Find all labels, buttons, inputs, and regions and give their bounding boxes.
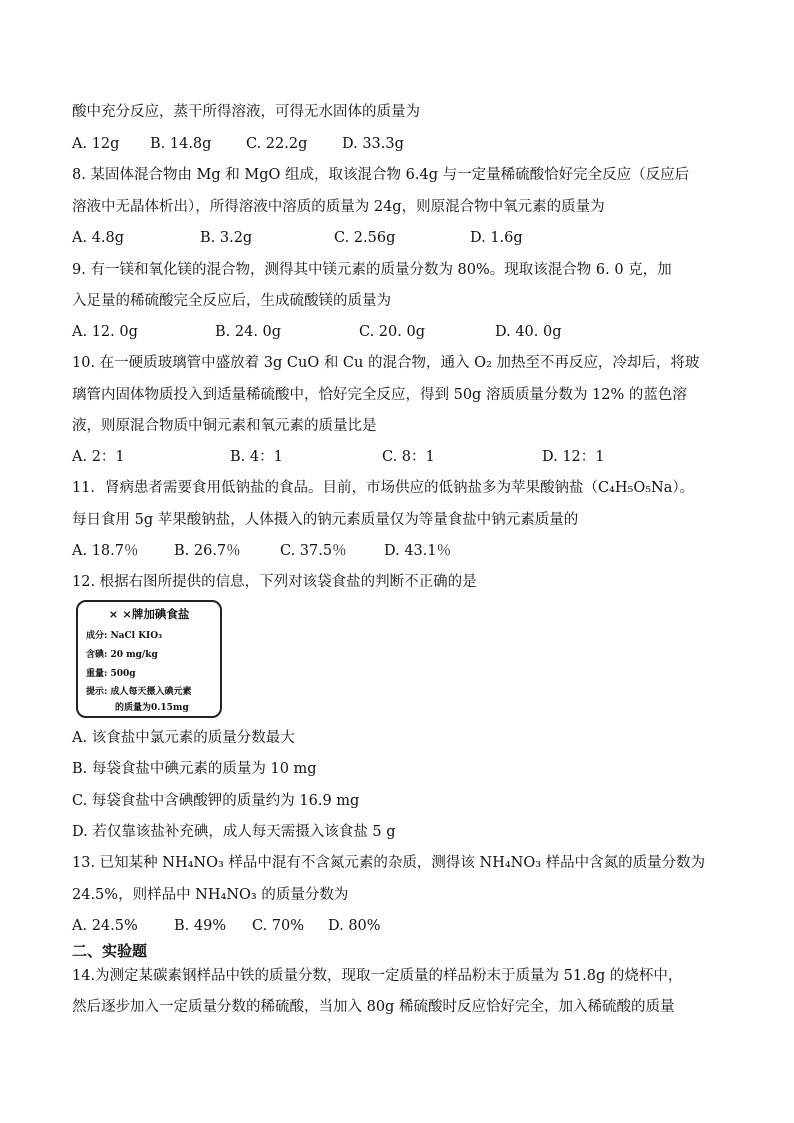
- option-c: C. 22.2g: [246, 136, 308, 152]
- salt-label-ingredients: 成分: NaCl KIO₃: [86, 631, 163, 641]
- option-d: D. 43.1％: [384, 543, 452, 559]
- question-13-line-2: 24.5%，则样品中 NH₄NO₃ 的质量分数为: [72, 887, 349, 903]
- salt-label-title: × ×牌加碘食盐: [108, 607, 190, 621]
- question-12-option-d: D. 若仅靠该盐补充碘，成人每天需摄入该食盐 5 g: [72, 824, 396, 840]
- question-9-line-2: 入足量的稀硫酸完全反应后，生成硫酸镁的质量为: [72, 293, 391, 309]
- question-8-line-1: 8. 某固体混合物由 Mg 和 MgO 组成，取该混合物 6.4g 与一定量稀硫酸恰好完全反应（反应后: [72, 167, 690, 183]
- option-c: C. 37.5％: [280, 543, 347, 559]
- question-10-line-1: 10. 在一硬质玻璃管中盛放着 3g CuO 和 Cu 的混合物，通入 O₂ 加热至不再反应，冷却后，将玻: [72, 355, 700, 371]
- option-b: B. 49%: [174, 918, 227, 934]
- option-c: C. 20. 0g: [359, 324, 425, 340]
- question-12-stem: 12. 根据右图所提供的信息，下列对该袋食盐的判断不正确的是: [72, 574, 477, 590]
- option-d: D. 33.3g: [342, 136, 404, 152]
- option-a: A. 12g: [72, 136, 120, 152]
- question-8-line-2: 溶液中无晶体析出），所得溶液中溶质的质量为 24g，则原混合物中氧元素的质量为: [72, 199, 605, 215]
- question-9-line-1: 9. 有一镁和氧化镁的混合物，测得其中镁元素的质量分数为 80%。现取该混合物 6. 0 克，加: [72, 262, 672, 278]
- question-14-line-1: 14.为测定某碳素钢样品中铁的质量分数，现取一定质量的样品粉末于质量为 51.8g 的烧杯中，: [72, 968, 683, 984]
- salt-package-label: [76, 600, 222, 718]
- question-10-line-3: 液，则原混合物质中铜元素和氧元素的质量比是: [72, 418, 377, 434]
- question-11-line-2: 每日食用 5g 苹果酸钠盐，人体摄入的钠元素质量仅为等量食盐中钠元素质量的: [72, 512, 579, 528]
- option-d: D. 12：1: [542, 449, 605, 465]
- option-b: B. 3.2g: [200, 230, 253, 246]
- question-13-line-1: 13. 已知某种 NH₄NO₃ 样品中混有不含氮元素的杂质，测得该 NH₄NO₃ 样品中含氮的质量分数为: [72, 855, 706, 871]
- section-heading-experiments: 二、实验题: [72, 942, 148, 960]
- option-b: B. 24. 0g: [215, 324, 282, 340]
- question-14-line-2: 然后逐步加入一定质量分数的稀硫酸，当加入 80g 稀硫酸时反应恰好完全，加入稀硫酸的质量: [72, 999, 675, 1015]
- option-b: B. 26.7％: [174, 543, 241, 559]
- option-a: A. 4.8g: [72, 230, 125, 246]
- option-c: C. 70%: [252, 918, 305, 934]
- option-b: B. 14.8g: [150, 136, 212, 152]
- option-a: A. 12. 0g: [72, 324, 138, 340]
- salt-label-iodine: 含碘: 20 mg/kg: [86, 650, 158, 660]
- option-c: C. 2.56g: [334, 230, 396, 246]
- question-12-option-b: B. 每袋食盐中碘元素的质量为 10 mg: [72, 761, 317, 777]
- question-7-continuation: 酸中充分反应，蒸干所得溶液，可得无水固体的质量为: [72, 104, 420, 120]
- salt-label-tip: 提示: 成人每天摄入碘元素: [86, 687, 192, 697]
- salt-label-weight: 重量: 500g: [86, 669, 136, 679]
- option-d: D. 40. 0g: [495, 324, 562, 340]
- option-b: B. 4：1: [230, 449, 283, 465]
- question-11-line-1: 11．肾病患者需要食用低钠盐的食品。目前，市场供应的低钠盐多为苹果酸钠盐（C₄H₅O₅Na）。: [72, 480, 695, 496]
- option-a: A. 18.7％: [72, 543, 139, 559]
- option-a: A. 2：1: [72, 449, 125, 465]
- option-c: C. 8：1: [382, 449, 435, 465]
- question-12-option-c: C. 每袋食盐中含碘酸钾的质量约为 16.9 mg: [72, 793, 360, 809]
- question-12-option-a: A. 该食盐中氯元素的质量分数最大: [72, 730, 295, 746]
- option-d: D. 1.6g: [470, 230, 523, 246]
- salt-label-tip-cont: 的质量为0.15mg: [115, 703, 189, 713]
- option-a: A. 24.5%: [72, 918, 138, 934]
- question-10-line-2: 璃管内固体物质投入到适量稀硫酸中，恰好完全反应，得到 50g 溶质质量分数为 12% 的蓝色溶: [72, 387, 687, 403]
- option-d: D. 80%: [328, 918, 381, 934]
